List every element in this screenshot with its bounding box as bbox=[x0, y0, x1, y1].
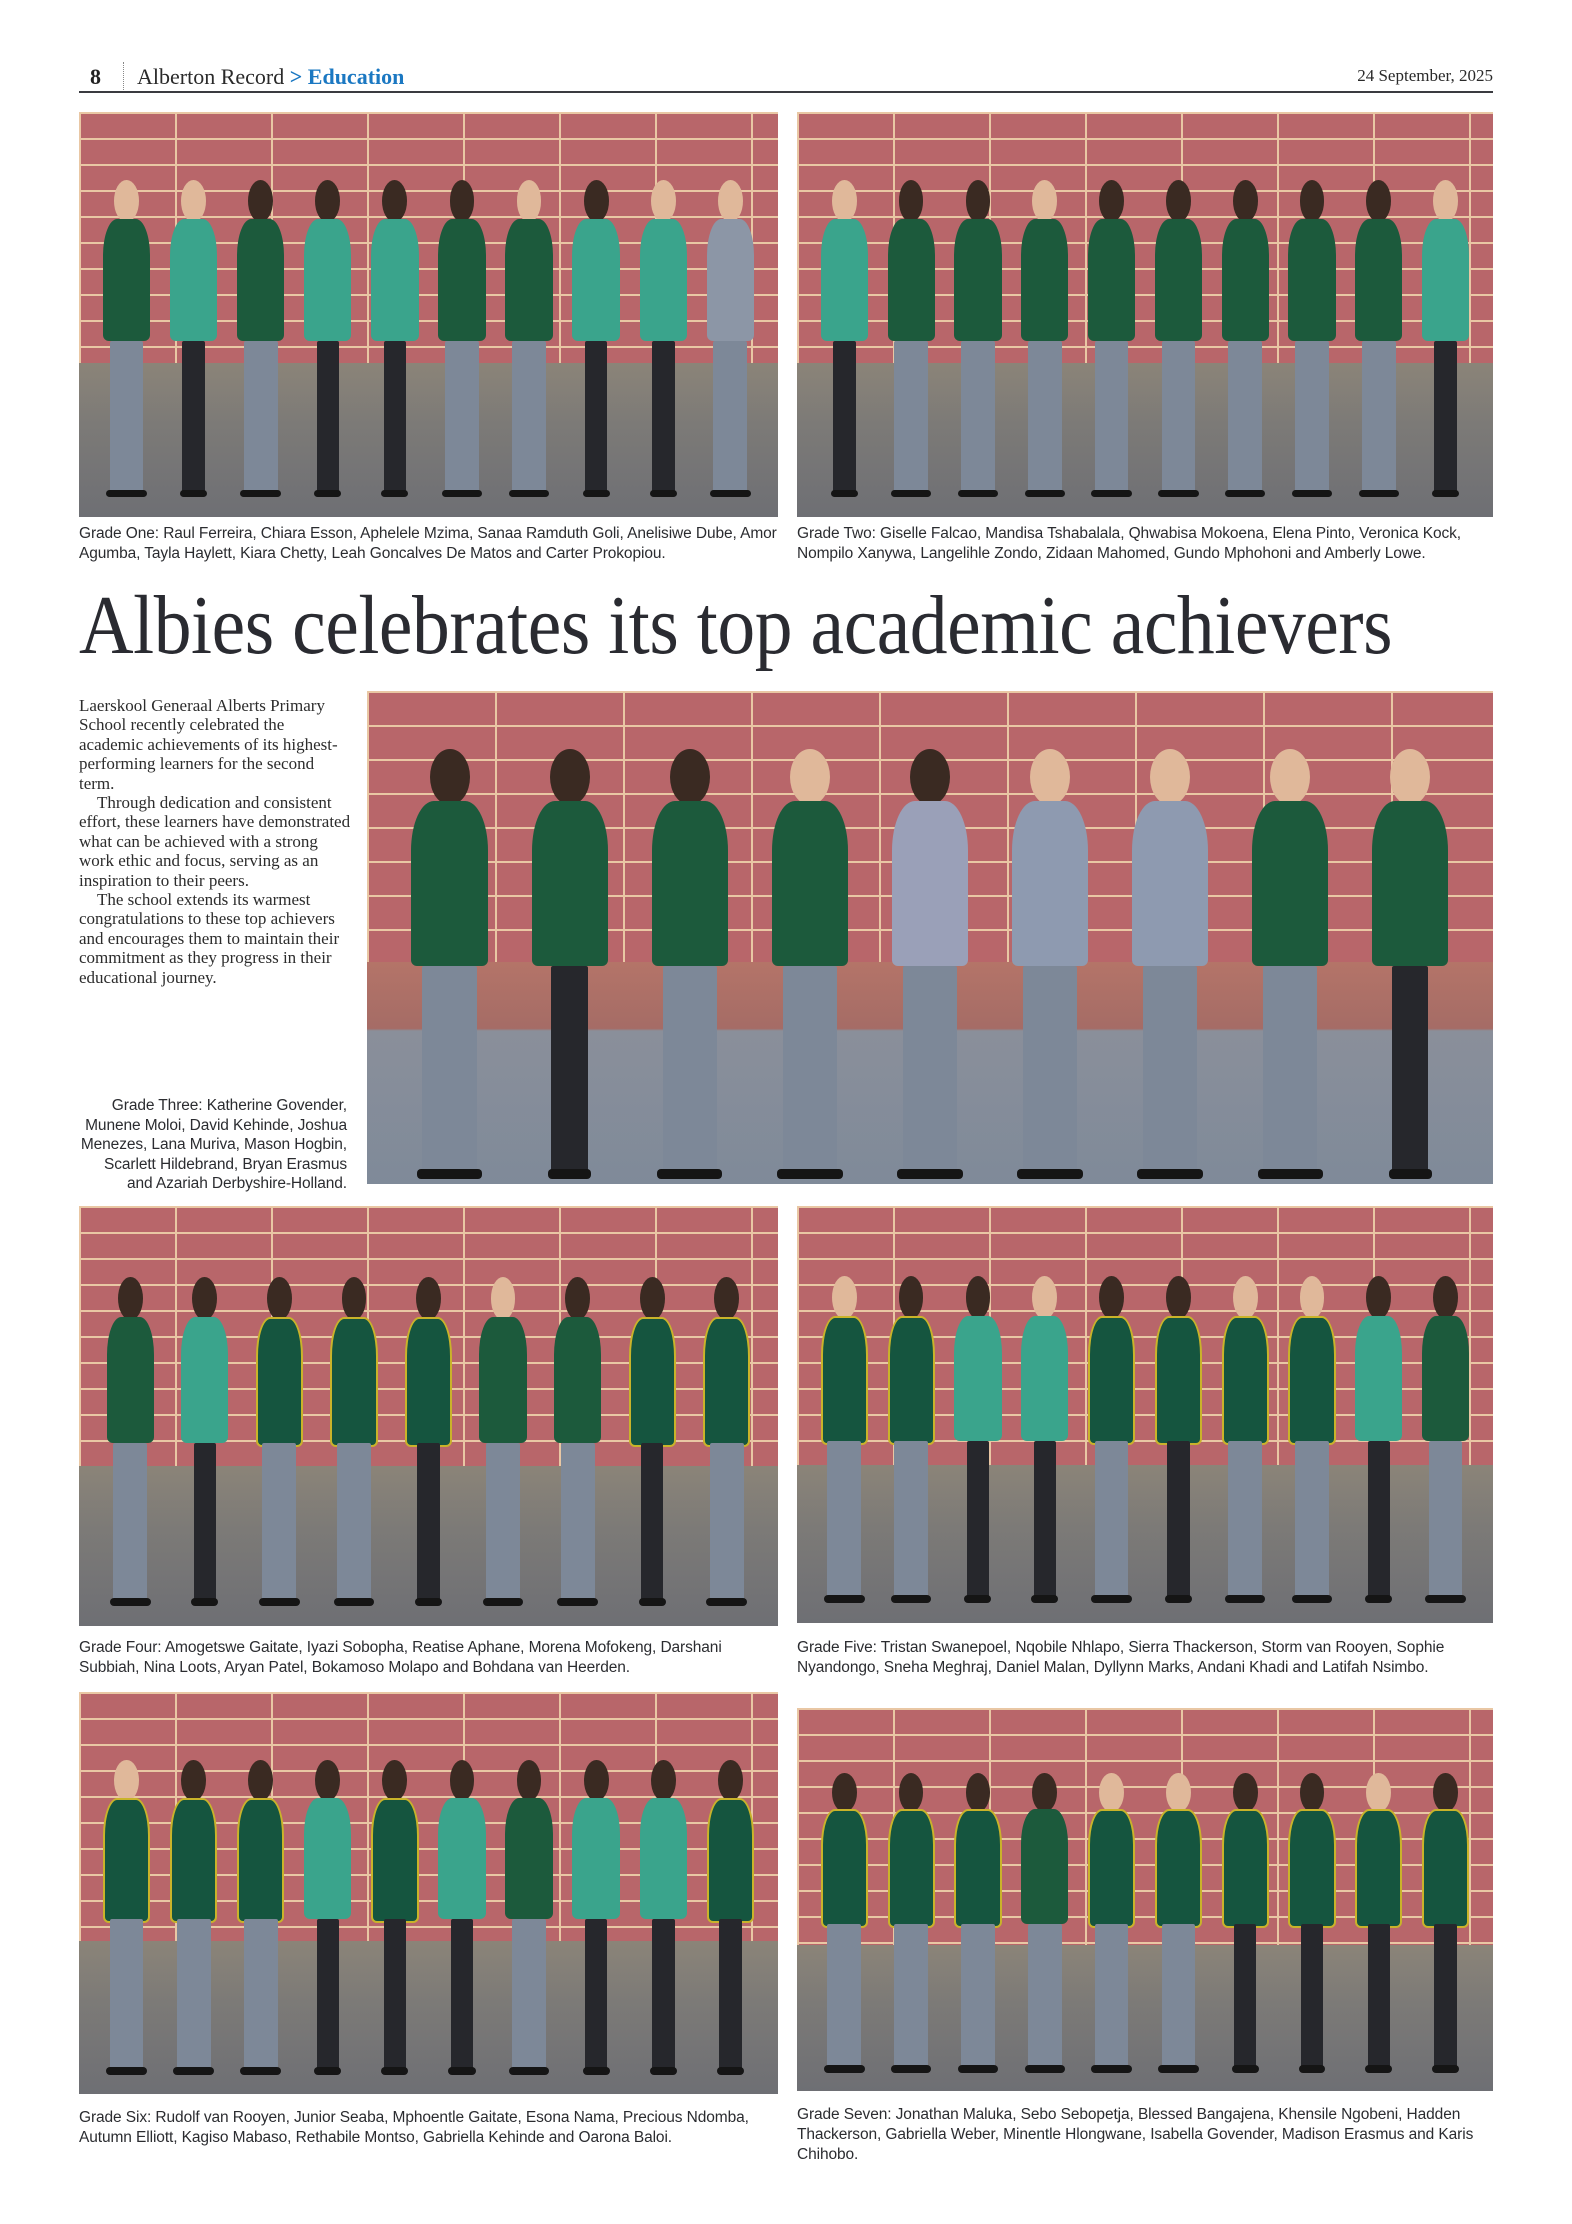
article-paragraph: Laerskool Generaal Alberts Primary School recently celebrated the academic achievements of its highest-performing learners for the second term. bbox=[79, 696, 338, 793]
photo-grade-three[interactable] bbox=[367, 691, 1493, 1184]
photo-grade-one[interactable] bbox=[79, 112, 778, 517]
caption-grade-three: Grade Three: Katherine Govender, Munene Moloi, David Kehinde, Joshua Menezes, Lana Muriva, Mason Hogbin, Scarlett Hildebrand, Bryan Erasmus and Azariah Derbyshire-Holland. bbox=[80, 1097, 347, 1192]
headline: Albies celebrates its top academic achievers bbox=[79, 579, 1393, 672]
caption-grade-seven: Grade Seven: Jonathan Maluka, Sebo Sebopetja, Blessed Bangajena, Khensile Ngobeni, Hadden Thackerson, Gabriella Weber, Minentle Hlongwane, Isabella Govender, Madison Erasmus and Karis Chihobo. bbox=[797, 2106, 1474, 2163]
breadcrumb-separator: > bbox=[289, 64, 303, 89]
learners-group bbox=[811, 1746, 1479, 2075]
photo-grade-seven[interactable] bbox=[797, 1708, 1493, 2091]
photo-grade-five[interactable] bbox=[797, 1206, 1493, 1623]
article-paragraph: The school extends its warmest congratulations to these top achievers and encourages them to maintain their commitment as they progress in their educational journey. bbox=[79, 890, 340, 987]
learners-group bbox=[93, 153, 764, 501]
section-name[interactable]: Education bbox=[307, 64, 405, 89]
caption-grade-six: Grade Six: Rudolf van Rooyen, Junior Seaba, Mphoentle Gaitate, Esona Nama, Precious Ndomba, Autumn Elliott, Kagiso Mabaso, Rethabile Montso, Gabriella Kehinde and Oarona Baloi. bbox=[79, 2109, 749, 2146]
photo-grade-six[interactable] bbox=[79, 1692, 778, 2094]
header-rule bbox=[79, 91, 1493, 93]
caption-grade-one: Grade One: Raul Ferreira, Chiara Esson, Aphelele Mzima, Sanaa Ramduth Goli, Anelisiwe Dube, Amor Agumba, Tayla Haylett, Kiara Chetty, Leah Goncalves De Matos and Carter Prokopiou. bbox=[79, 525, 777, 562]
learners-group bbox=[390, 711, 1471, 1184]
article-paragraph: Through dedication and consistent effort, these learners have demonstrated what can be achieved with a strong work ethic and focus, serving as an inspiration to their peers. bbox=[79, 793, 351, 890]
learners-group bbox=[811, 1248, 1479, 1607]
page-number: 8 bbox=[90, 64, 101, 89]
learners-group bbox=[93, 1248, 764, 1609]
photo-grade-two[interactable] bbox=[797, 112, 1493, 517]
publication-name[interactable]: Alberton Record bbox=[137, 64, 285, 89]
caption-grade-two: Grade Two: Giselle Falcao, Mandisa Tshabalala, Qhwabisa Mokoena, Elena Pinto, Veronica Kock, Nompilo Xanywa, Langelihle Zondo, Zidaan Mahomed, Gundo Mphohoni and Amberly Lowe. bbox=[797, 525, 1461, 562]
learners-group bbox=[93, 1732, 764, 2078]
photo-grade-four[interactable] bbox=[79, 1206, 778, 1626]
header-divider bbox=[123, 62, 124, 90]
breadcrumb bbox=[137, 64, 404, 90]
article-body bbox=[79, 696, 351, 987]
caption-grade-four: Grade Four: Amogetswe Gaitate, Iyazi Sobopha, Reatise Aphane, Morena Mofokeng, Darshani Subbiah, Nina Loots, Aryan Patel, Bokamoso Molapo and Bohdana van Heerden. bbox=[79, 1639, 722, 1676]
caption-grade-five: Grade Five: Tristan Swanepoel, Nqobile Nhlapo, Sierra Thackerson, Storm van Rooyen, Sophie Nyandongo, Sneha Meghraj, Daniel Malan, Dyllynn Marks, Andani Khadi and Latifah Nsimbo. bbox=[797, 1639, 1445, 1676]
issue-date: 24 September, 2025 bbox=[1357, 66, 1493, 85]
learners-group bbox=[811, 153, 1479, 501]
